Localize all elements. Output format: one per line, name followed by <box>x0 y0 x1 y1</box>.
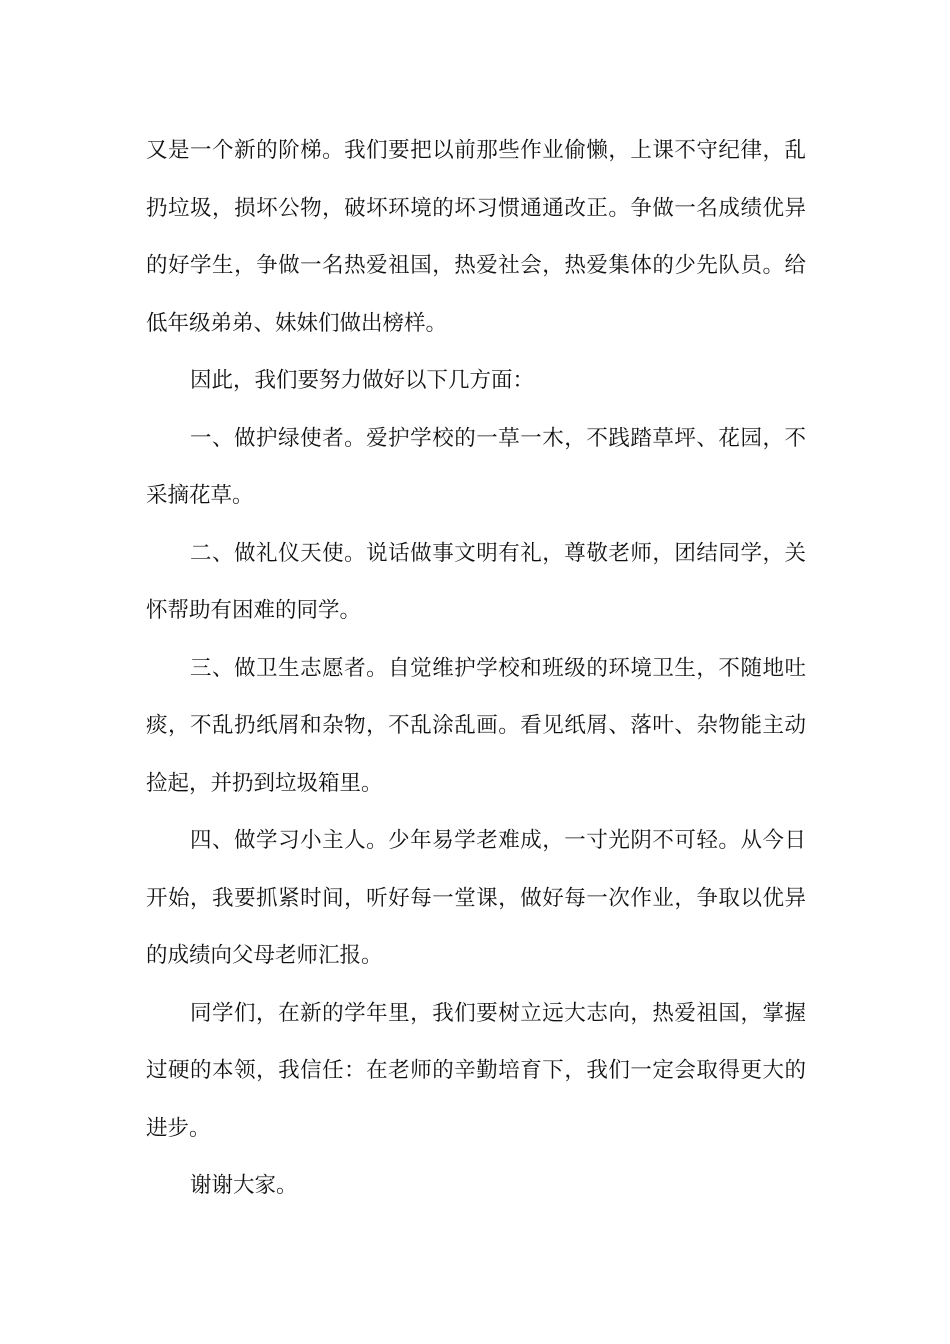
paragraph-continuation: 又是一个新的阶梯。我们要把以前那些作业偷懒，上课不守纪律，乱扔垃圾，损坏公物，破坏环境的坏习惯通通改正。争做一名成绩优异的好学生，争做一名热爱祖国，热爱社会，热爱集体的少先队员。给低年级弟弟、妹妹们做出榜样。 <box>146 138 806 336</box>
paragraph-point-4: 四、做学习小主人。少年易学老难成，一寸光阴不可轻。从今日开始，我要抓紧时间，听好每一堂课，做好每一次作业，争取以优异的成绩向父母老师汇报。 <box>146 828 806 968</box>
paragraph-point-3: 三、做卫生志愿者。自觉维护学校和班级的环境卫生，不随地吐痰，不乱扔纸屑和杂物，不乱涂乱画。看见纸屑、落叶、杂物能主动捡起，并扔到垃圾箱里。 <box>146 655 806 796</box>
paragraph-point-2: 二、做礼仪天使。说话做事文明有礼，尊敬老师，团结同学，关怀帮助有困难的同学。 <box>146 540 806 623</box>
document-body <box>146 122 806 1215</box>
paragraph-point-1: 一、做护绿使者。爱护学校的一草一木，不践踏草坪、花园，不采摘花草。 <box>146 425 806 508</box>
paragraph-intro: 因此，我们要努力做好以下几方面： <box>190 368 535 393</box>
paragraph-closing: 同学们，在新的学年里，我们要树立远大志向，热爱祖国，掌握过硬的本领，我信任：在老师的辛勤培育下，我们一定会取得更大的进步。 <box>146 1000 806 1141</box>
paragraph-thanks: 谢谢大家。 <box>190 1173 298 1198</box>
